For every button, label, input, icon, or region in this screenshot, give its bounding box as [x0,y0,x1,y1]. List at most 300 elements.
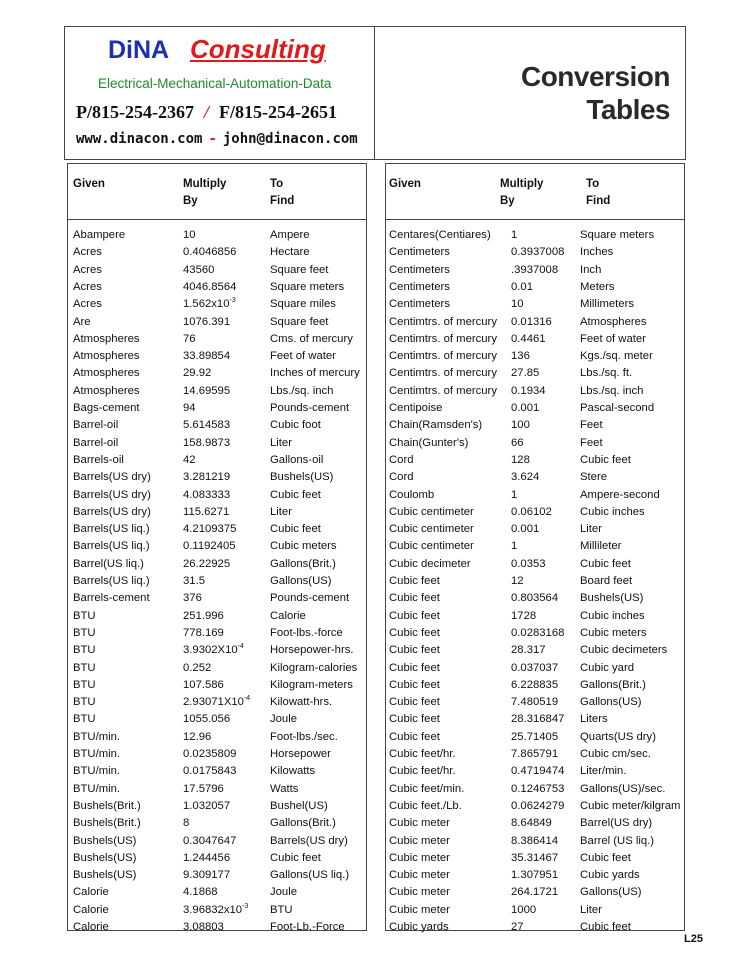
multiply-factor [183,227,269,244]
factor-exponent: -4 [237,643,244,651]
multiply-factor [183,729,269,746]
factor-exponent: -3 [242,902,249,910]
table-row [68,711,366,728]
given-unit: Centimtrs. of mercury [389,384,497,397]
factor-value: 7.865791 [511,748,559,760]
target-unit: Watts [270,782,299,795]
given-unit: Bushels(Brit.) [73,799,141,812]
given-unit: BTU [73,644,96,657]
given-unit: Calorie [73,903,109,916]
given-unit: BTU/min. [73,748,121,760]
table-row [386,504,684,521]
target-unit: Cubic feet [580,851,631,864]
given-unit: Cubic feet/hr. [389,748,456,760]
table-row [386,244,684,261]
factor-value: 1000 [511,903,537,916]
table-row [386,781,684,798]
table-row [68,694,366,711]
table-row [68,504,366,521]
factor-value: 0.252 [183,661,212,674]
factor-value: 4.1868 [183,886,218,899]
factor-value: 4.083333 [183,488,231,501]
table-row [68,469,366,486]
table-row [68,487,366,504]
given-unit: Cubic centimeter [389,523,474,536]
multiply-factor [183,262,269,279]
target-unit: Gallons(Brit.) [270,557,336,570]
table-row [386,763,684,780]
table-row [68,435,366,452]
table-row [386,625,684,642]
multiply-factor [511,417,581,434]
target-unit: Cubic decimeters [580,644,668,657]
factor-value: 9.309177 [183,869,231,882]
multiply-factor [183,902,269,919]
multiply-factor [511,867,581,884]
table-row [68,884,366,901]
given-unit: Centimtrs. of mercury [389,367,497,380]
target-unit: Cubic meters [270,540,337,553]
multiply-factor [183,867,269,884]
factor-value: 0.0353 [511,557,546,570]
multiply-factor [183,694,269,711]
table-row [386,296,684,313]
target-unit: Cubic feet [580,557,631,570]
target-unit: Barrels(US dry) [270,834,348,847]
target-unit: Square meters [580,229,655,241]
factor-value: 8 [183,817,190,830]
table-row [386,521,684,538]
given-unit: Cubic feet./Lb. [389,799,462,812]
factor-value: 0.037037 [511,661,559,674]
factor-value: 3.624 [511,471,540,484]
given-unit: Cubic meter [389,851,450,864]
page-title [486,60,670,126]
factor-value: 10 [511,298,524,311]
table-row [386,677,684,694]
multiply-factor [183,590,269,607]
target-unit: Feet [580,436,603,449]
given-unit: Cubic meter [389,817,450,830]
multiply-factor [511,365,581,382]
given-unit: Bushels(US) [73,851,137,864]
factor-value: 0.0624279 [511,799,565,812]
given-unit: Centimeters [389,246,450,259]
multiply-factor [183,296,269,313]
table-row [68,763,366,780]
phone-fax-line [76,102,337,123]
given-unit: Cord [389,453,414,466]
multiply-factor [183,331,269,348]
multiply-factor [183,833,269,850]
table-row [68,244,366,261]
header-rule [68,219,366,220]
title-line-1: Conversion [520,61,670,92]
given-unit: Barrels(US liq.) [73,540,150,553]
given-unit: Centimeters [389,263,450,276]
multiply-factor [511,296,581,313]
column-header-given: Given [73,178,105,190]
target-unit: Gallons(US liq.) [270,869,350,882]
table-row [68,902,366,919]
target-unit: Inches [580,246,614,259]
multiply-factor [511,608,581,625]
target-unit: Gallons(US) [580,886,642,899]
target-unit: Square miles [270,298,336,311]
table-row [68,262,366,279]
table-row [386,642,684,659]
title-line-2: Tables [586,94,670,125]
given-unit: Cubic feet [389,644,440,657]
target-unit: Board feet [580,575,633,587]
table-row [386,383,684,400]
table-row [68,365,366,382]
table-row [68,383,366,400]
given-unit: Cubic centimeter [389,540,474,553]
factor-value: 66 [511,436,524,449]
multiply-factor [183,487,269,504]
given-unit: Centimtrs. of mercury [389,350,497,363]
table-row [386,815,684,832]
given-unit: Atmospheres [73,384,140,397]
table-row [386,487,684,504]
given-unit: Cubic feet [389,661,440,674]
target-unit: Foot-lbs./sec. [270,730,338,743]
target-unit: Liter/min. [580,765,627,778]
target-unit: Cubic meters [580,626,647,639]
factor-exponent: -4 [243,695,251,703]
target-unit: Pounds-cement [270,592,350,605]
multiply-factor [183,400,269,417]
factor-value: 12.96 [183,730,212,743]
multiply-factor [511,781,581,798]
target-unit: Cubic meter/kilgram [580,799,681,812]
multiply-factor [511,711,581,728]
target-unit: Horsepower-hrs. [270,644,354,657]
brand-name: DiNA [108,36,170,64]
table-row [386,435,684,452]
multiply-factor [183,417,269,434]
given-unit: Barrels-cement [73,592,150,605]
table-row [68,919,366,936]
multiply-factor [511,815,581,832]
multiply-factor [511,884,581,901]
multiply-factor [183,521,269,538]
multiply-factor [511,919,581,936]
table-row [386,279,684,296]
multiply-factor [511,435,581,452]
target-unit: Atmospheres [580,315,647,328]
target-unit: Liters [580,713,608,726]
multiply-factor [511,331,581,348]
multiply-factor [183,348,269,365]
factor-value: 28.316847 [511,713,565,726]
factor-value: 28.317 [511,644,546,657]
factor-value: 0.06102 [511,505,552,518]
multiply-factor [511,660,581,677]
multiply-factor [183,919,269,936]
given-unit: Barrels(US liq.) [73,523,150,536]
given-unit: Centimeters [389,280,450,293]
target-unit: Cubic feet [270,851,321,864]
given-unit: Cubic centimeter [389,505,474,518]
target-unit: Gallons(Brit.) [270,817,336,830]
factor-value: 33.89854 [183,350,231,363]
given-unit: Calorie [73,921,109,933]
table-row [386,850,684,867]
target-unit: Feet [580,419,603,432]
website-link[interactable]: www.dinacon.com [76,131,203,147]
table-row [68,348,366,365]
target-unit: Cubic feet [270,488,321,501]
factor-value: 10 [183,229,196,241]
given-unit: Barrel-oil [73,436,119,449]
table-row [386,573,684,590]
given-unit: Barrels(US liq.) [73,575,150,587]
given-unit: Centipoise [389,402,443,414]
given-unit: Centimeters [389,298,450,311]
multiply-factor [511,383,581,400]
given-unit: Bushels(US) [73,834,137,847]
factor-value: 0.803564 [511,592,559,605]
given-unit: Chain(Ramsden's) [389,419,483,432]
target-unit: Cubic feet [270,523,321,536]
target-unit: Liter [270,505,292,518]
given-unit: Acres [73,280,102,293]
target-unit: Cubic inches [580,609,645,622]
factor-value: 0.4046856 [183,246,237,259]
factor-value: 0.0283168 [511,626,565,639]
factor-value: 0.1192405 [183,540,236,553]
factor-value: 27.85 [511,367,540,380]
given-unit: Bags-cement [73,402,140,414]
multiply-factor [183,660,269,677]
target-unit: Cubic cm/sec. [580,748,651,760]
given-unit: BTU/min. [73,765,121,778]
multiply-factor [511,521,581,538]
multiply-factor [183,815,269,832]
phone-number: P/815-254-2367 [76,102,194,122]
given-unit: Cubic feet/hr. [389,765,456,778]
multiply-factor [183,763,269,780]
target-unit: Meters [580,280,615,293]
target-unit: Pounds-cement [270,402,350,414]
given-unit: BTU [73,626,96,639]
table-row [68,573,366,590]
target-unit: Kgs./sq. meter [580,350,653,363]
multiply-factor [183,365,269,382]
table-row [386,400,684,417]
factor-value: 4.2109375 [183,523,237,536]
given-unit: Cubic feet [389,609,440,622]
multiply-factor [183,642,269,659]
given-unit: Barrels(US dry) [73,471,151,484]
table-row [68,781,366,798]
multiply-factor [183,573,269,590]
multiply-factor [511,694,581,711]
factor-value: 26.22925 [183,557,231,570]
multiply-factor [511,348,581,365]
target-unit: Hectare [270,246,310,259]
table-row [68,867,366,884]
multiply-factor [183,625,269,642]
factor-value: 158.9873 [183,436,231,449]
given-unit: Cubic meter [389,834,450,847]
multiply-factor [183,781,269,798]
multiply-factor [511,262,581,279]
multiply-factor [511,227,581,244]
table-row [68,729,366,746]
table-row [386,919,684,936]
multiply-factor [511,452,581,469]
target-unit: Gallons(US) [580,696,642,709]
multiply-factor [183,469,269,486]
factor-value: 0.01 [511,280,533,293]
table-row [386,314,684,331]
target-unit: Bushels(US) [270,471,334,484]
factor-value: 3.9302X10 [183,644,238,657]
given-unit: Barrel-oil [73,419,119,432]
table-row [386,884,684,901]
table-row [386,556,684,573]
target-unit: Liter [270,436,292,449]
given-unit: Chain(Gunter's) [389,436,469,449]
target-unit: Cubic foot [270,419,321,432]
table-row [68,660,366,677]
multiply-factor [183,383,269,400]
factor-value: 25.71405 [511,730,559,743]
table-row [386,867,684,884]
target-unit: Cubic yards [580,869,640,882]
table-row [386,365,684,382]
table-row [68,625,366,642]
given-unit: Cubic meter [389,869,450,882]
factor-value: 1076.391 [183,315,231,328]
multiply-factor [183,798,269,815]
factor-value: 8.386414 [511,834,559,847]
table-row [386,660,684,677]
given-unit: Acres [73,246,102,259]
given-unit: Cord [389,471,414,484]
table-row [386,417,684,434]
factor-value: 4046.8564 [183,280,237,293]
factor-value: 1 [511,488,518,501]
factor-value: 14.69595 [183,384,231,397]
factor-value: 17.5796 [183,782,224,795]
target-unit: Calorie [270,609,306,622]
given-unit: Are [73,315,91,328]
column-header-multiply: Multiply By [183,178,227,207]
factor-exponent: -3 [229,297,236,305]
multiply-factor [511,400,581,417]
factor-value: 31.5 [183,575,205,587]
target-unit: Quarts(US dry) [580,730,656,743]
given-unit: Atmospheres [73,350,140,363]
target-unit: Ampere [270,229,310,241]
table-row [68,331,366,348]
given-unit: Cubic feet [389,713,440,726]
multiply-factor [511,746,581,763]
contact-line [76,131,358,147]
multiply-factor [511,902,581,919]
tagline: Electrical-Mechanical-Automation-Data [98,76,332,91]
multiply-factor [511,573,581,590]
table-row [68,833,366,850]
multiply-factor [511,729,581,746]
multiply-factor [511,556,581,573]
factor-value: 5.614583 [183,419,231,432]
factor-value: 3.08803 [183,921,224,933]
given-unit: Calorie [73,886,109,899]
multiply-factor [511,625,581,642]
multiply-factor [183,746,269,763]
email-link[interactable]: john@dinacon.com [222,131,358,147]
target-unit: Liter [580,523,602,536]
multiply-factor [511,538,581,555]
multiply-factor [183,244,269,261]
factor-value: 12 [511,575,524,587]
target-unit: Gallons(US)/sec. [580,782,666,795]
table-row [68,279,366,296]
factor-value: 76 [183,332,196,345]
table-row [68,417,366,434]
multiply-factor [183,556,269,573]
factor-value: 136 [511,350,530,363]
right-conversion-table [385,163,685,931]
target-unit: Joule [270,713,298,726]
fax-number: F/815-254-2651 [219,102,337,122]
target-unit: Inch [580,263,602,276]
factor-value: 115.6271 [183,505,230,518]
target-unit: Square meters [270,280,345,293]
factor-value: 1728 [511,609,537,622]
multiply-factor [183,504,269,521]
multiply-factor [511,244,581,261]
factor-value: 1 [511,229,518,241]
given-unit: Barrel(US liq.) [73,557,144,570]
factor-value: 7.480519 [511,696,559,709]
table-row [386,590,684,607]
factor-value: 100 [511,419,530,432]
target-unit: Foot-lbs.-force [270,626,343,639]
table-row [386,694,684,711]
table-row [68,227,366,244]
factor-value: 0.1934 [511,384,546,397]
given-unit: BTU [73,713,96,726]
multiply-factor [511,763,581,780]
factor-value: 264.1721 [511,886,559,899]
table-row [386,902,684,919]
target-unit: Ampere-second [580,488,660,501]
multiply-factor [183,314,269,331]
column-header-multiply: Multiply By [500,178,544,207]
multiply-factor [183,452,269,469]
multiply-factor [511,677,581,694]
factor-value: 107.586 [183,678,224,691]
factor-value: 128 [511,453,530,466]
given-unit: BTU [73,696,96,709]
factor-value: .3937008 [511,263,559,276]
given-unit: BTU [73,609,96,622]
table-row [386,729,684,746]
given-unit: Atmospheres [73,332,140,345]
table-row [68,314,366,331]
table-row [68,556,366,573]
factor-value: 0.3047647 [183,834,237,847]
target-unit: Gallons-oil [270,453,324,466]
multiply-factor [183,279,269,296]
factor-value: 0.3937008 [511,246,565,259]
